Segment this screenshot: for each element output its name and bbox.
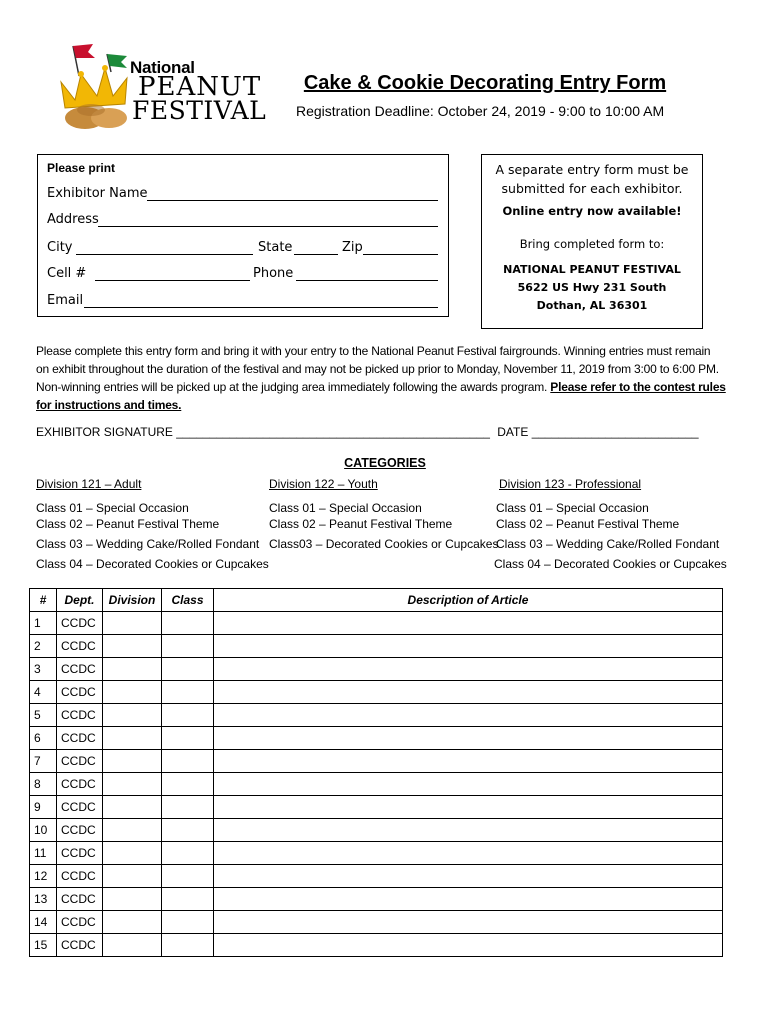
row-division-cell[interactable] [103,888,162,911]
row-division-cell[interactable] [103,865,162,888]
row-dept: CCDC [57,888,103,911]
row-division-cell[interactable] [103,934,162,957]
row-class-cell[interactable] [162,865,214,888]
row-class-cell[interactable] [162,704,214,727]
row-division-cell[interactable] [103,612,162,635]
header-dept: Dept. [57,589,103,612]
row-number: 10 [30,819,57,842]
row-division-cell[interactable] [103,911,162,934]
online-entry-note: Online entry now available! [502,204,682,218]
state-field[interactable] [294,254,338,255]
row-class-cell[interactable] [162,681,214,704]
row-description-cell[interactable] [214,819,723,842]
date-label: DATE _________________________ [497,425,699,439]
exhibitor-info-box [37,154,449,317]
table-row [30,773,723,796]
exhibitor-name-field[interactable] [147,200,438,201]
instructions-emphasis: Please refer to the contest rules for instructions and times. [36,380,726,412]
signature-line[interactable] [36,425,699,439]
city-label: City [47,240,73,255]
row-dept: CCDC [57,727,103,750]
row-division-cell[interactable] [103,773,162,796]
class-item: Class 02 – Peanut Festival Theme [496,517,680,531]
row-division-cell[interactable] [103,796,162,819]
bring-form-note: Bring completed form to: [519,237,665,251]
row-description-cell[interactable] [214,635,723,658]
row-dept: CCDC [57,819,103,842]
class-item: Class03 – Decorated Cookies or Cupcakes [269,537,499,551]
instructions-text: Please complete this entry form and bring it with your entry to the National Peanut Festival fairgrounds. Winning entries must remain on exhibit throughout the duration of the festival and may not be picked up prior to Monday, November 11, 2019 from 3:00 to 6:00 PM. Non-winning entries will be picked up at the judging area immediately following the awards program. [36,344,719,394]
festival-address [484,261,700,315]
row-number: 5 [30,704,57,727]
table-row [30,842,723,865]
class-item: Class 04 – Decorated Cookies or Cupcakes [36,557,269,571]
row-class-cell[interactable] [162,635,214,658]
row-description-cell[interactable] [214,681,723,704]
row-class-cell[interactable] [162,934,214,957]
please-print-label: Please print [47,161,116,175]
row-description-cell[interactable] [214,658,723,681]
row-class-cell[interactable] [162,819,214,842]
email-label: Email [47,293,84,308]
table-row [30,796,723,819]
class-item: Class 04 – Decorated Cookies or Cupcakes [494,557,727,571]
address-line-2: 5622 US Hwy 231 South [517,281,667,294]
table-row [30,681,723,704]
row-description-cell[interactable] [214,704,723,727]
row-number: 14 [30,911,57,934]
row-dept: CCDC [57,704,103,727]
signature-label: EXHIBITOR SIGNATURE _______________________________________________ [36,425,490,439]
header-class: Class [162,589,214,612]
class-item: Class 01 – Special Occasion [496,501,649,515]
row-description-cell[interactable] [214,934,723,957]
row-class-cell[interactable] [162,842,214,865]
row-class-cell[interactable] [162,773,214,796]
row-class-cell[interactable] [162,727,214,750]
table-row [30,635,723,658]
row-description-cell[interactable] [214,796,723,819]
table-row [30,612,723,635]
division-123-heading: Division 123 - Professional [499,477,642,491]
row-number: 9 [30,796,57,819]
logo-peanut: PEANUT [138,72,262,102]
row-dept: CCDC [57,865,103,888]
row-dept: CCDC [57,681,103,704]
row-description-cell[interactable] [214,750,723,773]
row-division-cell[interactable] [103,842,162,865]
email-field[interactable] [84,307,438,308]
row-description-cell[interactable] [214,842,723,865]
header-division: Division [103,589,162,612]
row-number: 7 [30,750,57,773]
zip-label: Zip [342,240,363,255]
page-title: Cake & Cookie Decorating Entry Form [303,72,667,94]
table-row [30,819,723,842]
row-division-cell[interactable] [103,727,162,750]
class-item: Class 01 – Special Occasion [36,501,189,515]
class-item: Class 02 – Peanut Festival Theme [36,517,220,531]
class-item: Class 01 – Special Occasion [269,501,422,515]
row-division-cell[interactable] [103,658,162,681]
logo-national: National [130,58,195,77]
state-label: State [258,240,293,255]
table-row [30,865,723,888]
row-description-cell[interactable] [214,888,723,911]
header-number: # [30,589,57,612]
division-121-heading: Division 121 – Adult [36,477,142,491]
table-row [30,704,723,727]
address-line-1: NATIONAL PEANUT FESTIVAL [503,263,681,276]
table-row [30,658,723,681]
table-row [30,888,723,911]
address-label: Address [47,212,99,227]
row-number: 8 [30,773,57,796]
row-description-cell[interactable] [214,612,723,635]
row-class-cell[interactable] [162,796,214,819]
row-number: 12 [30,865,57,888]
table-row [30,934,723,957]
row-dept: CCDC [57,911,103,934]
table-header-row [30,589,723,612]
row-dept: CCDC [57,658,103,681]
zip-field[interactable] [363,254,438,255]
row-dept: CCDC [57,612,103,635]
address-field[interactable] [98,226,438,227]
row-dept: CCDC [57,750,103,773]
row-dept: CCDC [57,635,103,658]
header-description: Description of Article [214,589,723,612]
row-division-cell[interactable] [103,635,162,658]
table-row [30,911,723,934]
row-division-cell[interactable] [103,704,162,727]
row-dept: CCDC [57,934,103,957]
logo-festival: FESTIVAL [132,96,267,125]
row-class-cell[interactable] [162,658,214,681]
row-number: 11 [30,842,57,865]
table-row [30,727,723,750]
phone-label: Phone [253,266,294,281]
row-number: 4 [30,681,57,704]
row-dept: CCDC [57,842,103,865]
row-description-cell[interactable] [214,911,723,934]
row-division-cell[interactable] [103,681,162,704]
row-class-cell[interactable] [162,750,214,773]
row-division-cell[interactable] [103,750,162,773]
row-class-cell[interactable] [162,911,214,934]
row-number: 13 [30,888,57,911]
cell-label: Cell # [47,266,87,281]
row-number: 1 [30,612,57,635]
row-description-cell[interactable] [214,865,723,888]
categories-heading: CATEGORIES [344,456,426,470]
row-number: 2 [30,635,57,658]
table-row [30,750,723,773]
separate-entry-note: A separate entry form must be submitted for each exhibitor. [495,162,689,196]
row-number: 6 [30,727,57,750]
city-field[interactable] [76,254,253,255]
entries-table [29,588,723,957]
address-line-3: Dothan, AL 36301 [536,299,648,312]
row-class-cell[interactable] [162,612,214,635]
cell-field[interactable] [95,280,250,281]
row-division-cell[interactable] [103,819,162,842]
row-number: 3 [30,658,57,681]
row-class-cell[interactable] [162,888,214,911]
class-item: Class 03 – Wedding Cake/Rolled Fondant [36,537,260,551]
row-dept: CCDC [57,773,103,796]
row-description-cell[interactable] [214,727,723,750]
row-description-cell[interactable] [214,773,723,796]
class-item: Class 02 – Peanut Festival Theme [269,517,453,531]
phone-field[interactable] [296,280,438,281]
exhibitor-name-label: Exhibitor Name [47,186,148,201]
class-item: Class 03 – Wedding Cake/Rolled Fondant [496,537,720,551]
row-number: 15 [30,934,57,957]
registration-deadline: Registration Deadline: October 24, 2019 - 9:00 to 10:00 AM [296,103,665,119]
instructions-paragraph [36,342,726,414]
division-122-heading: Division 122 – Youth [269,477,378,491]
row-dept: CCDC [57,796,103,819]
